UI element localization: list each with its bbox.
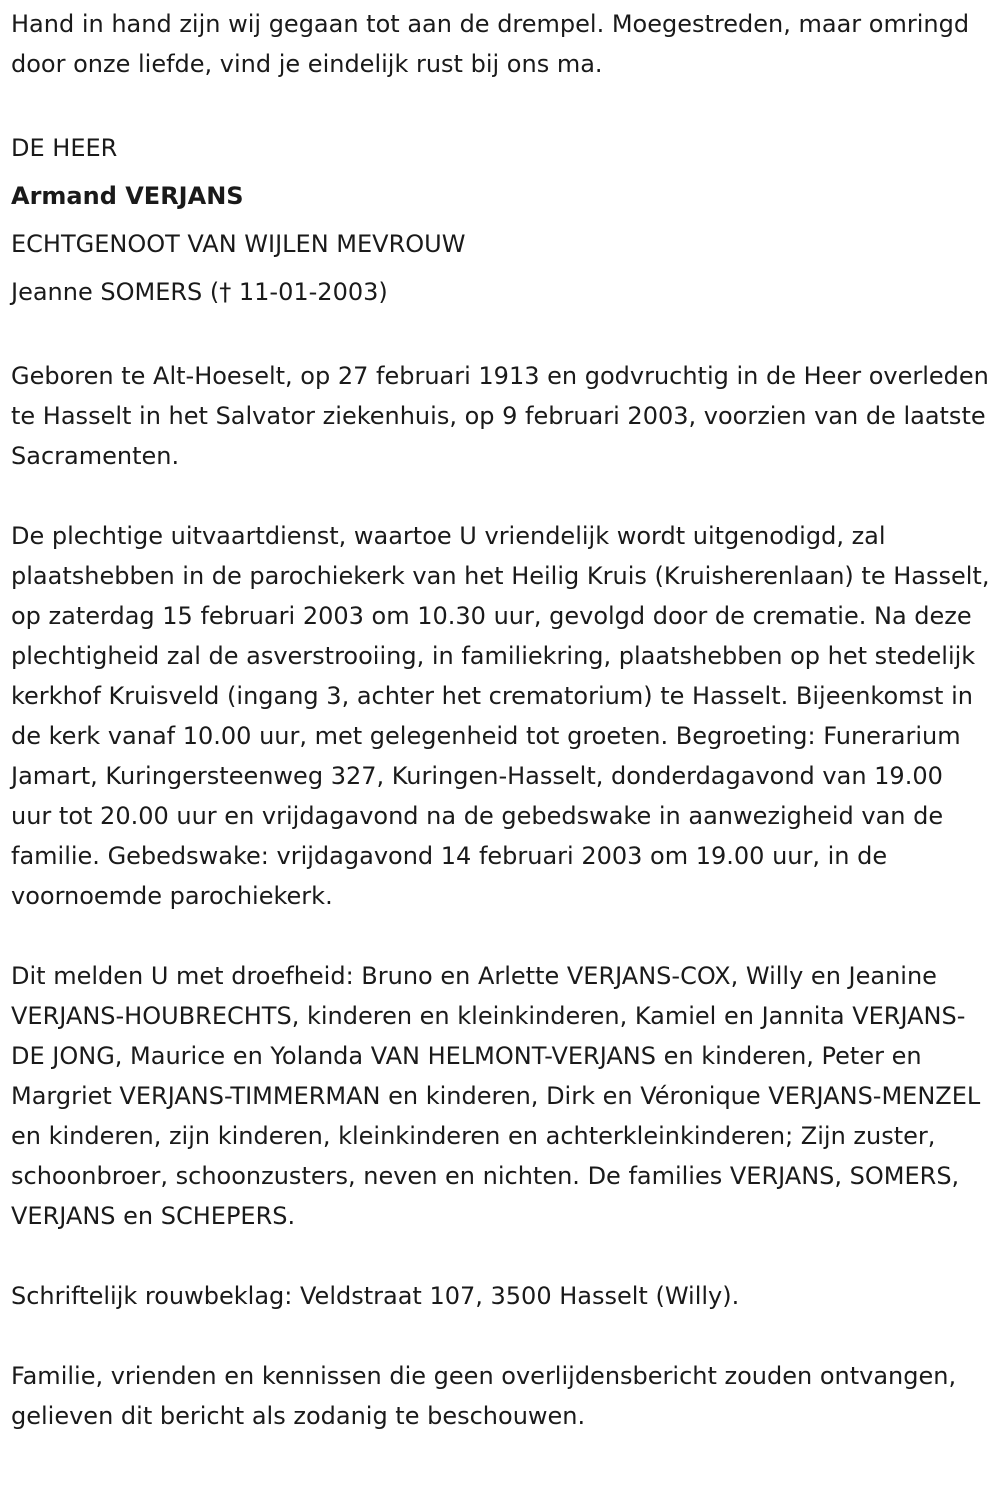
intro-text: Hand in hand zijn wij gegaan tot aan de drempel. Moegestreden, maar omringd door onze liefde, vind je eindelijk rust bij ons ma. [11,10,970,78]
condolence-address: Schriftelijk rouwbeklag: Veldstraat 107, 3500 Hasselt (Willy). [11,1282,740,1310]
family-paragraph: Dit melden U met droefheid: Bruno en Arlette VERJANS-COX, Willy en Jeanine VERJANS-HOUBRECHTS, kinderen en kleinkinderen, Kamiel en Jannita VERJANS-DE JONG, Maurice en Yolanda VAN HELMONT-VERJANS en kinderen, Peter en Margriet VERJANS-TIMMERMAN en kinderen, Dirk en Véronique VERJANS-MENZEL en kinderen, zijn kinderen, kleinkinderen en achterkleinkinderen; Zijn zuster, schoonbroer, schoonzusters, neven en nichten. De families VERJANS, SOMERS, VERJANS en SCHEPERS. [11,962,981,1230]
deceased-name: Armand VERJANS [11,182,244,210]
birth-death-paragraph: Geboren te Alt-Hoeselt, op 27 februari 1913 en godvruchtig in de Heer overleden te Hasselt in het Salvator ziekenhuis, op 9 februari 2003, voorzien van de laatste Sacramenten. [11,362,989,470]
closing-paragraph: Familie, vrienden en kennissen die geen overlijdensbericht zouden ontvangen, gelieven dit bericht als zodanig te beschouwen. [11,1362,957,1430]
cross-icon: † [219,278,232,306]
spouse-title: ECHTGENOOT VAN WIJLEN MEVROUW [11,230,466,258]
spouse-death-date: 11-01-2003) [231,278,388,306]
service-paragraph: De plechtige uitvaartdienst, waartoe U vriendelijk wordt uitgenodigd, zal plaatshebben in de parochiekerk van het Heilig Kruis (Kruisherenlaan) te Hasselt, op zaterdag 15 februari 2003 om 10.30 uur, gevolgd door de crematie. Na deze plechtigheid zal de asverstrooiing, in familiekring, plaatshebben op het stedelijk kerkhof Kruisveld (ingang 3, achter het crematorium) te Hasselt. Bijeenkomst in de kerk vanaf 10.00 uur, met gelegenheid tot groeten. Begroeting: Funerarium Jamart, Kuringersteenweg 327, Kuringen-Hasselt, donderdagavond van 19.00 uur tot 20.00 uur en vrijdagavond na de gebedswake in aanwezigheid van de familie. Gebedswake: vrijdagavond 14 februari 2003 om 19.00 uur, in de voornoemde parochiekerk. [11,522,990,910]
honorific-title: DE HEER [11,134,118,162]
spouse-name: Jeanne SOMERS ( [11,278,220,306]
spouse-line [11,268,990,316]
